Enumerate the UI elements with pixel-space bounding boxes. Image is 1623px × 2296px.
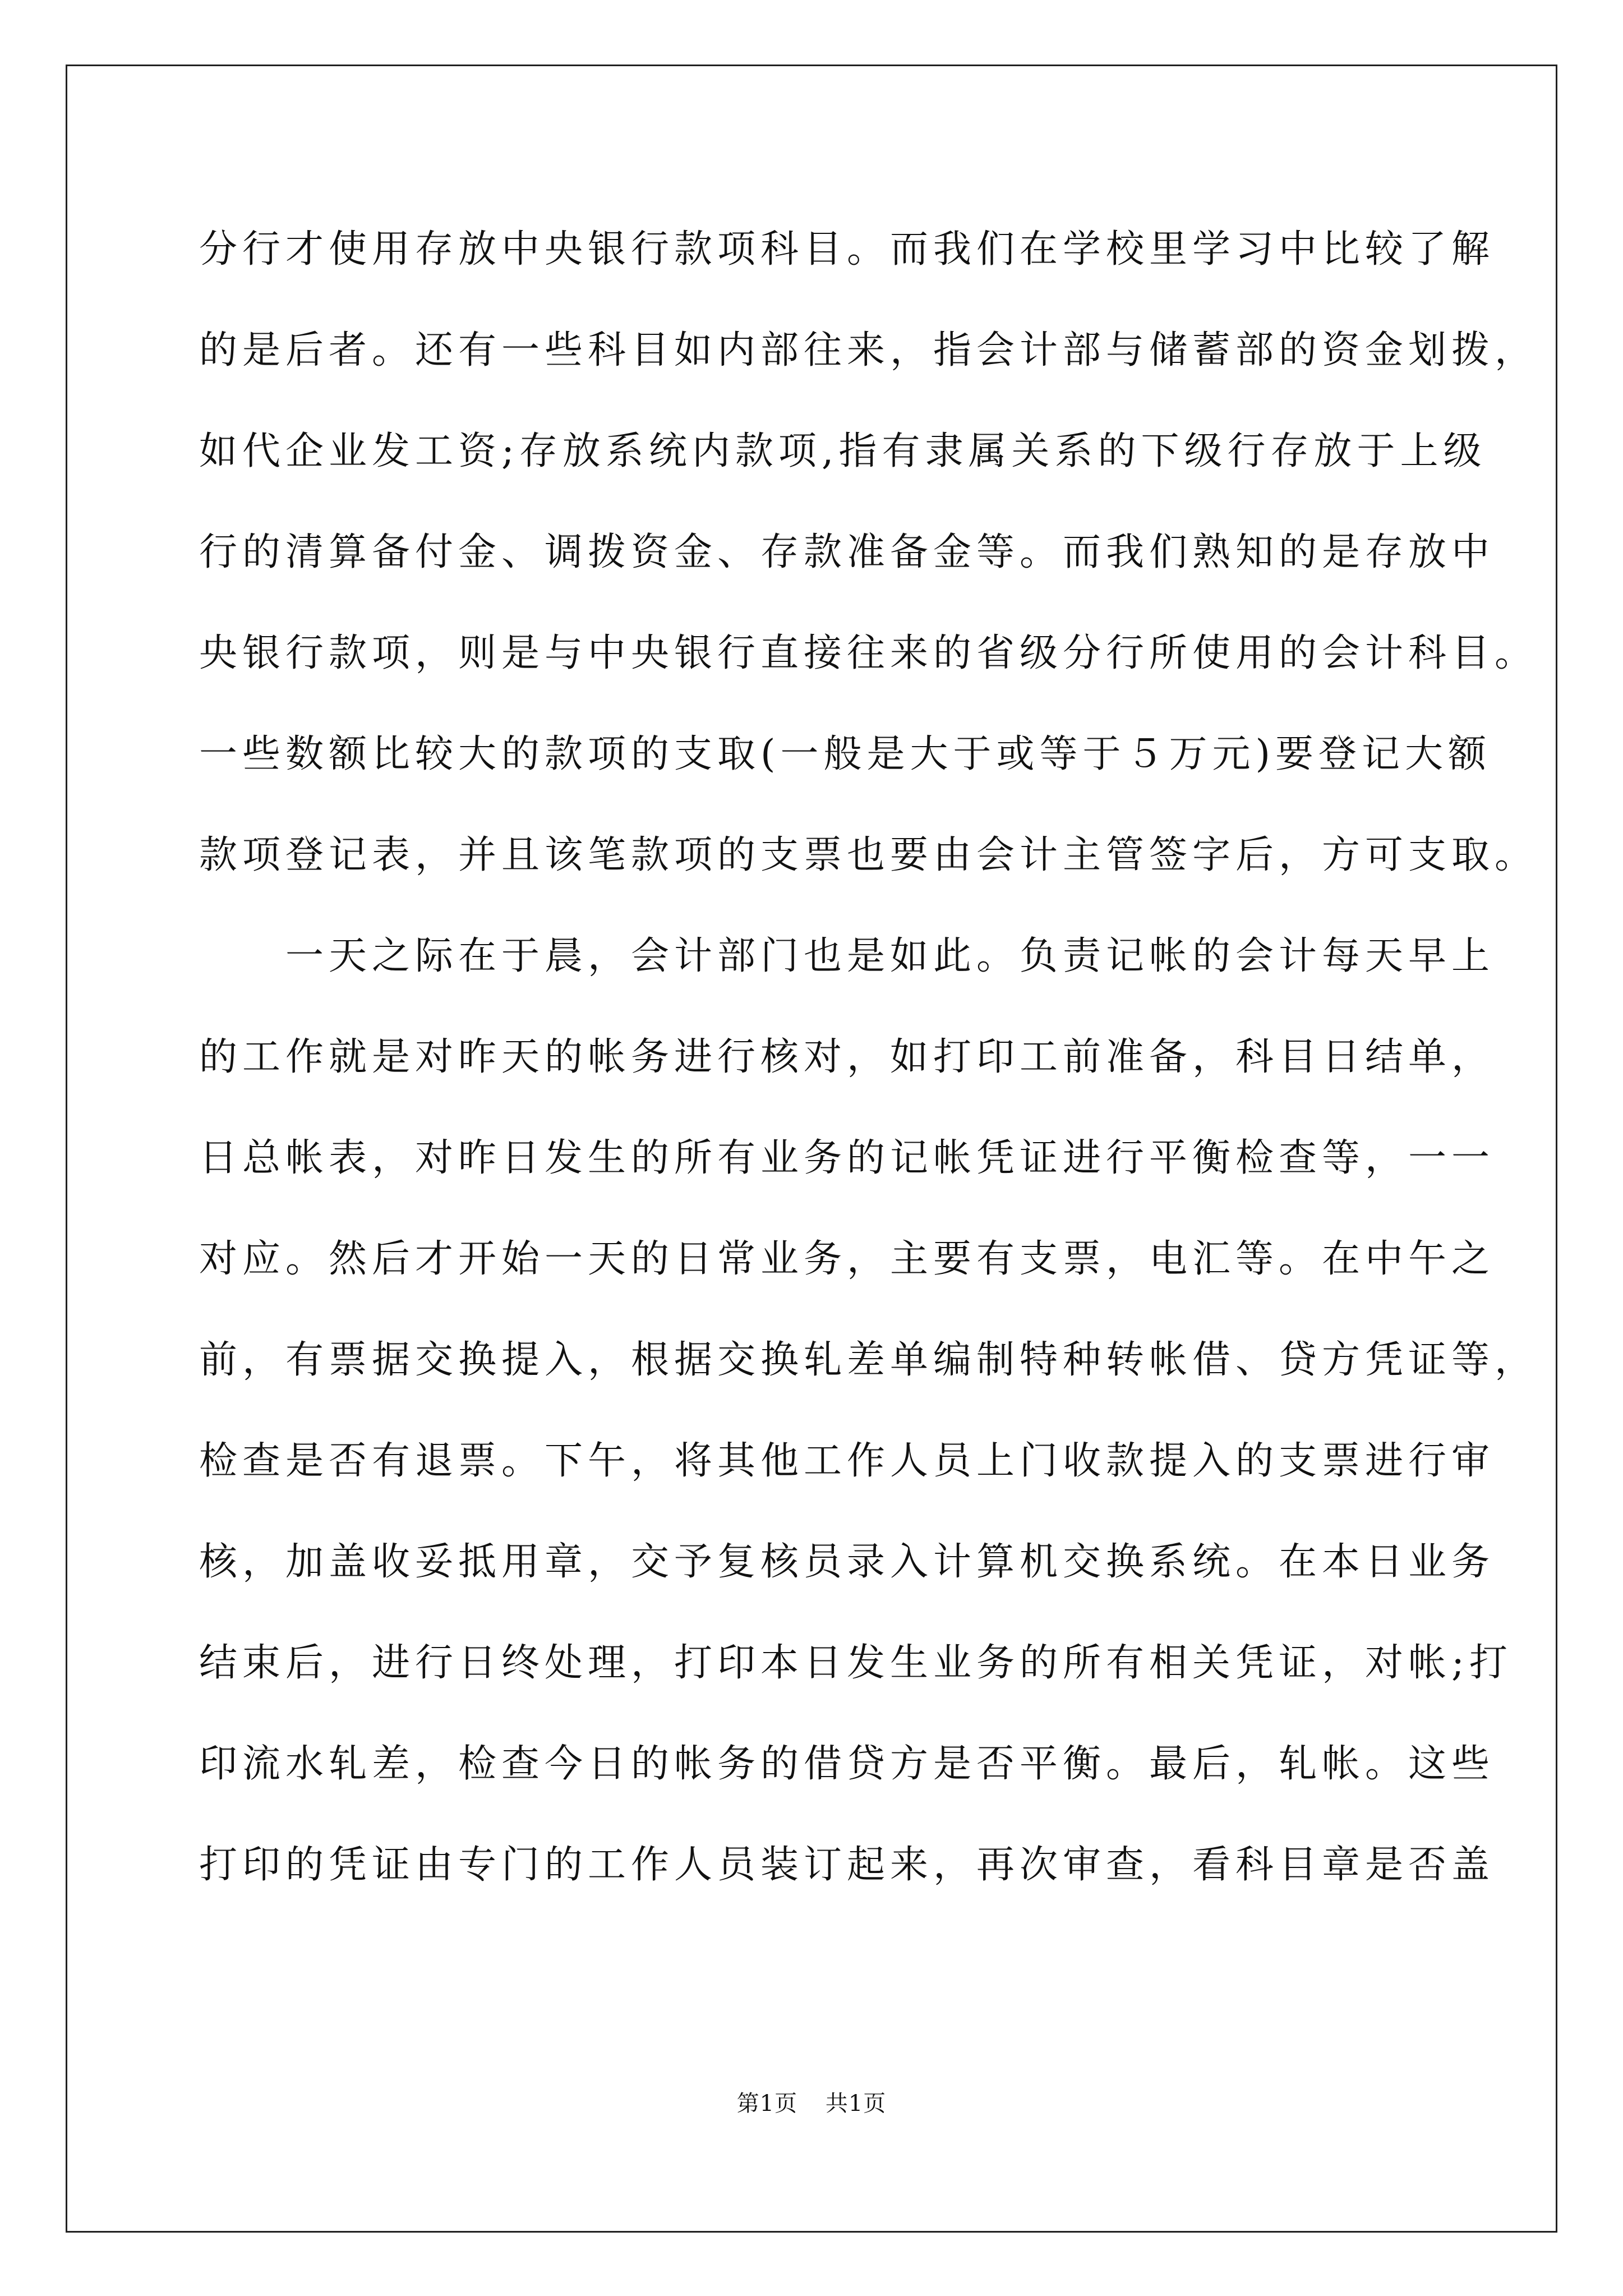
document-body xyxy=(199,216,1538,1932)
text-line: 一些数额比较大的款项的支取(一般是大于或等于５万元)要登记大额 xyxy=(199,732,1492,776)
text-line: 前，有票据交换提入，根据交换轧差单编制特种转帐借、贷方凭证等， xyxy=(199,1338,1538,1382)
text-line: 核，加盖收妥抵用章，交予复核员录入计算机交换系统。在本日业务 xyxy=(199,1540,1495,1584)
total-pages: 共1页 xyxy=(825,2091,887,2116)
text-line: 检查是否有退票。下午，将其他工作人员上门收款提入的支票进行审 xyxy=(199,1439,1495,1483)
text-line: 打印的凭证由专门的工作人员装订起来，再次审查，看科目章是否盖 xyxy=(199,1843,1495,1887)
text-line: 一天之际在于晨，会计部门也是如此。负责记帐的会计每天早上 xyxy=(199,934,1495,978)
page-footer xyxy=(0,2087,1623,2120)
text-line: 央银行款项，则是与中央银行直接往来的省级分行所使用的会计科目。 xyxy=(199,631,1538,675)
text-line: 分行才使用存放中央银行款项科目。而我们在学校里学习中比较了解 xyxy=(199,227,1495,272)
text-line: 对应。然后才开始一天的日常业务，主要有支票，电汇等。在中午之 xyxy=(199,1237,1495,1281)
text-line: 日总帐表，对昨日发生的所有业务的记帐凭证进行平衡检查等，一一 xyxy=(199,1136,1495,1180)
text-line: 行的清算备付金、调拨资金、存款准备金等。而我们熟知的是存放中 xyxy=(199,530,1495,574)
text-line: 的工作就是对昨天的帐务进行核对，如打印工前准备，科目日结单， xyxy=(199,1035,1495,1079)
text-line: 印流水轧差，检查今日的帐务的借贷方是否平衡。最后，轧帐。这些 xyxy=(199,1742,1495,1786)
text-line: 款项登记表，并且该笔款项的支票也要由会计主管签字后，方可支取。 xyxy=(199,833,1538,877)
text-line: 如代企业发工资;存放系统内款项,指有隶属关系的下级行存放于上级 xyxy=(199,429,1487,473)
page-number: 第1页 xyxy=(736,2091,798,2116)
text-line: 结束后，进行日终处理，打印本日发生业务的所有相关凭证，对帐;打 xyxy=(199,1641,1513,1685)
text-line: 的是后者。还有一些科目如内部往来，指会计部与储蓄部的资金划拨， xyxy=(199,328,1538,372)
